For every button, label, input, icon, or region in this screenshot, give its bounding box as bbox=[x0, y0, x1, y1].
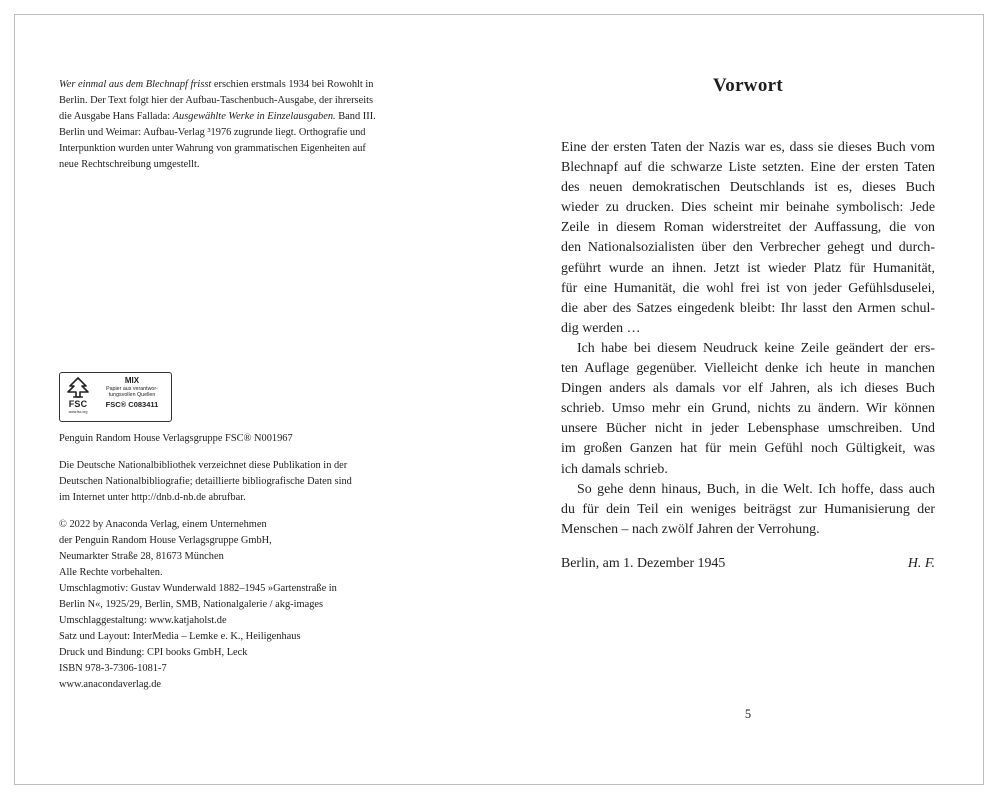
text-line: schrieb. Umso mehr ein Grund, nichts zu ändern. Wir können bbox=[561, 401, 935, 417]
text-line: Zeile in diesem Roman widerstreitet der Auffassung, die von bbox=[561, 220, 935, 236]
text-line: ten Auflage gegenüber. Vielleicht denke ich heute in manchen bbox=[561, 361, 935, 377]
fsc-code: FSC® C083411 bbox=[105, 400, 159, 410]
text-line: geführt wurde an ihnen. Jetzt ist wieder Platz für Humanität, bbox=[561, 260, 935, 276]
fsc-sub-line: tungsvollen Quellen bbox=[108, 392, 156, 399]
edition-note-line: Interpunktion wurden unter Wahrung von grammatischen Eigenheiten auf bbox=[59, 143, 366, 154]
dnb-line: Die Deutsche Nationalbibliothek verzeichnet diese Publikation in der bbox=[59, 460, 348, 471]
imprint-line: ISBN 978-3-7306-1081-7 bbox=[59, 663, 167, 674]
text-line: im großen Ganzen hat für mein Gefühl noch Gültigkeit, was bbox=[561, 441, 935, 457]
imprint-line: der Penguin Random House Verlagsgruppe GmbH, bbox=[59, 535, 272, 546]
paragraph-2 bbox=[561, 339, 935, 480]
fsc-logo-url: www.fsc.org bbox=[68, 410, 88, 414]
text-line: unsere Bücher nicht in jeder Lebensphase umschreiben. Und bbox=[561, 421, 935, 437]
text-line: wieder zu drucken. Dies scheint mir beinahe symbolisch: Jede bbox=[561, 200, 935, 216]
imprint-line: www.anacondaverlag.de bbox=[59, 679, 162, 690]
imprint-line: Alle Rechte vorbehalten. bbox=[59, 567, 163, 578]
edition-note bbox=[59, 77, 415, 173]
imprint-line: Umschlaggestaltung: www.katjaholst.de bbox=[59, 615, 227, 626]
page-title: Vorwort bbox=[713, 75, 783, 96]
fsc-line: Penguin Random House Verlagsgruppe FSC® N001967 bbox=[59, 433, 293, 444]
fsc-sub-line: Papier aus verantwor- bbox=[106, 386, 158, 392]
book-title-italic: Wer einmal aus dem Blechnapf frisst bbox=[59, 79, 212, 90]
imprint-line: © 2022 by Anaconda Verlag, einem Unternehmen bbox=[59, 519, 267, 530]
dnb-line: Deutschen Nationalbibliografie; detaillierte bibliografische Daten sind bbox=[59, 476, 352, 487]
text-line: Blechnapf auf die schwarze Liste setzten. Eine der ersten Taten bbox=[561, 160, 935, 176]
text-line: die aber des Satzes eingedenk bleibt: Ihr lasst den Armen schul- bbox=[561, 300, 935, 316]
series-title-italic: Ausgewählte Werke in Einzelausgaben. bbox=[172, 111, 336, 122]
page-number: 5 bbox=[744, 707, 752, 721]
text-line: du für dein Teil ein weniges beiträgst zur Humanisierung der bbox=[561, 501, 935, 517]
fsc-tree-logo-icon bbox=[64, 377, 92, 417]
text-line: Dingen anders als damals vor elf Jahren, als ich dieses Buch bbox=[561, 381, 935, 397]
edition-note-line: Berlin. Der Text folgt hier der Aufbau-Taschenbuch-Ausgabe, der ihrerseits bbox=[59, 95, 374, 106]
imprint-line: Neumarkter Straße 28, 81673 München bbox=[59, 551, 224, 562]
imprint-line: Satz und Layout: InterMedia – Lemke e. K., Heiligenhaus bbox=[59, 631, 301, 642]
foreword-body bbox=[561, 138, 935, 540]
text-line: des neuen demokratischen Deutschlands ist es, dieses Buch bbox=[561, 180, 935, 196]
imprint-line: Umschlagmotiv: Gustav Wunderwald 1882–1945 »Gartenstraße in bbox=[59, 583, 337, 594]
text-line: für eine Humanität, die wohl frei ist von jeder Gefühlsduselei, bbox=[561, 280, 935, 296]
edition-note-line bbox=[59, 109, 415, 125]
text-line: dig werden … bbox=[561, 320, 641, 336]
book-spread bbox=[14, 14, 984, 785]
signature-initials: H. F. bbox=[907, 556, 935, 571]
paragraph-1 bbox=[561, 138, 935, 339]
closing-line bbox=[561, 554, 935, 574]
fsc-logo-text: FSC bbox=[68, 399, 88, 409]
fsc-label bbox=[59, 372, 172, 422]
fsc-label-text bbox=[94, 376, 170, 410]
dnb-line: im Internet unter http://dnb.d-nb.de abrufbar. bbox=[59, 492, 246, 503]
imprint-line: Berlin N«, 1925/29, Berlin, SMB, Nationalgalerie / akg-images bbox=[59, 599, 324, 610]
edition-note-line: neue Rechtschreibung umgestellt. bbox=[59, 159, 200, 170]
imprint-line: Druck und Bindung: CPI books GmbH, Leck bbox=[59, 647, 248, 658]
fsc-mix: MIX bbox=[124, 376, 140, 385]
edition-note-text: Band III. bbox=[335, 111, 376, 122]
text-line: Eine der ersten Taten der Nazis war es, dass sie dieses Buch vom bbox=[561, 140, 935, 155]
edition-note-line bbox=[59, 77, 415, 93]
text-line: So gehe denn hinaus, Buch, in die Welt. Ich hoffe, dass auch bbox=[577, 481, 935, 497]
edition-note-text: die Ausgabe Hans Fallada: bbox=[59, 111, 173, 122]
edition-note-line: Berlin und Weimar: Aufbau-Verlag ³1976 zugrunde liegt. Orthografie und bbox=[59, 127, 366, 138]
text-line: Ich habe bei diesem Neudruck keine Zeile geändert der ers- bbox=[577, 340, 935, 356]
paragraph-3 bbox=[561, 480, 935, 540]
imprint-block bbox=[59, 431, 415, 693]
text-line: den Nationalsozialisten über den Verbrecher gehegt und durch- bbox=[561, 240, 935, 256]
text-line: Menschen – nach zwölf Jahren der Verrohung. bbox=[561, 521, 820, 537]
edition-note-text: erschien erstmals 1934 bei Rowohlt in bbox=[211, 79, 374, 90]
text-line: ich damals schrieb. bbox=[561, 461, 668, 477]
place-date: Berlin, am 1. Dezember 1945 bbox=[561, 556, 726, 571]
